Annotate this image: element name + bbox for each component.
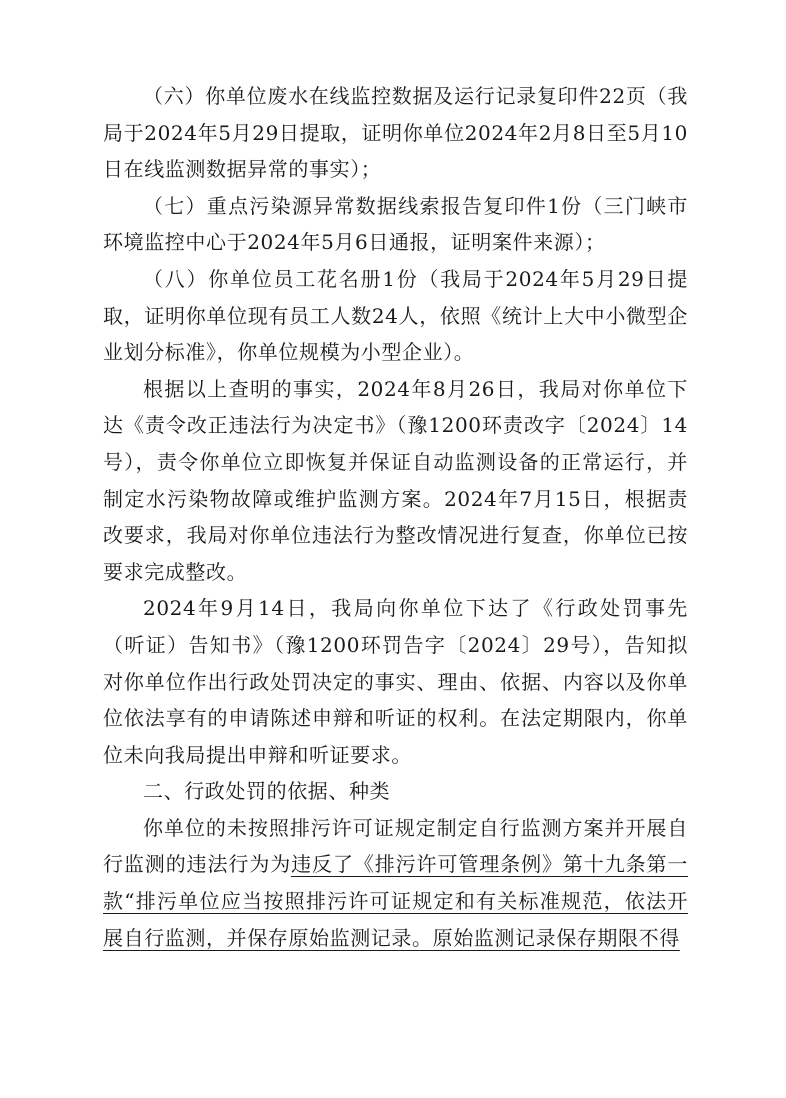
paragraph-hearing-notice: 2024年9月14日，我局向你单位下达了《行政处罚事先（听证）告知书》（豫1200环罚告字〔2024〕29号），告知拟对你单位作出行政处罚决定的事实、理由、依据、内容以及你单位依法享有的申请陈述申辩和听证的权利。在法定期限内，你单位未向我局提出申辩和听证要求。 [103, 596, 688, 767]
paragraph-legal-basis [103, 810, 688, 956]
paragraph-evidence-6: （六）你单位废水在线监控数据及运行记录复印件22页（我局于2024年5月29日提取，证明你单位2024年2月8日至5月10日在线监测数据异常的事实）； [103, 84, 688, 182]
section-heading: 二、行政处罚的依据、种类 [143, 779, 391, 804]
paragraph-correction-order: 根据以上查明的事实，2024年8月26日，我局对你单位下达《责令改正违法行为决定书》（豫1200环责改字〔2024〕14号），责令你单位立即恢复并保证自动监测设备的正常运行，并制定水污染物故障或维护监测方案。2024年7月15日，根据责改要求，我局对你单位违法行为整改情况进行复查，你单位已按要求完成整改。 [103, 376, 688, 584]
legal-basis-intro: 你单位的未按照排污许可证规定制定自行监测方案并开展自行监测的违法行为为 [103, 815, 688, 877]
document-page [103, 78, 688, 956]
paragraph-evidence-8: （八）你单位员工花名册1份（我局于2024年5月29日提取，证明你单位现有员工人数24人，依照《统计上大中小微型企业划分标准》，你单位规模为小型企业）。 [103, 266, 688, 365]
legal-basis-underlined: 违反了《排污许可管理条例》第十九条第一款“排污单位应当按照排污许可证规定和有关标准规范，依法开展自行监测，并保存原始监测记录。原始监测记录保存期限不得 [103, 852, 688, 950]
paragraph-evidence-7: （七）重点污染源异常数据线索报告复印件1份（三门峡市环境监控中心于2024年5月6日通报，证明案件来源）； [103, 193, 688, 255]
